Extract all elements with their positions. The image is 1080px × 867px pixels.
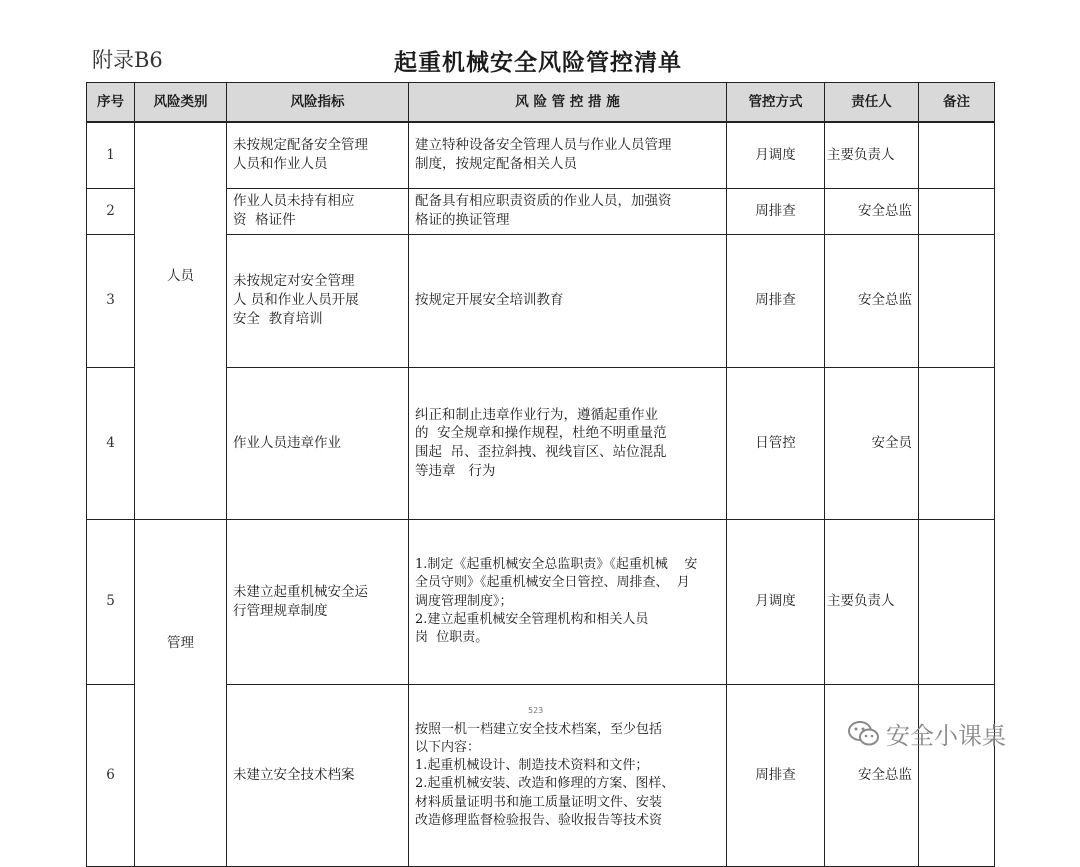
column-header-note: 备注 [919,83,995,123]
measure-line: 调度管理制度》； [415,593,513,609]
measures-cell [409,519,727,684]
indicator-cell [227,684,409,867]
measure-line: 等违章 行为 [415,463,496,480]
category-label: 人员 [167,268,194,285]
mode-cell: 月调度 [727,519,825,684]
indicator-cell [227,367,409,519]
indicator-line: 作业人员违章作业 [233,434,341,451]
indicator-line: 人员和作业人员 [233,156,328,173]
measure-line: 1.制定《起重机械安全总监职责》《起重机械 安 [415,557,698,573]
measures-cell [409,684,727,867]
mode-cell: 周排查 [727,188,825,234]
seq-cell: 1 [87,122,135,188]
indicator-line: 资 格证件 [233,212,296,228]
page-number: 523 [528,706,544,715]
seq-cell: 2 [87,188,135,234]
indicator-cell [227,519,409,684]
measure-line: 改造修理监督检验报告、验收报告等技术资 [415,812,663,828]
measure-line: 格证的换证管理 [415,212,510,228]
column-header-owner: 责任人 [825,83,919,123]
column-header-category: 风险类别 [135,83,227,123]
indicator-line: 人 员和作业人员开展 [233,292,359,309]
column-header-mode: 管控方式 [727,83,825,123]
measure-line: 材料质量证明书和施工质量证明文件、安装 [415,794,663,810]
owner-cell: 主要负责人 [825,519,919,684]
measure-line: 以下内容： [415,740,481,756]
note-cell [919,122,995,188]
watermark [848,716,1006,751]
note-cell [919,367,995,519]
indicator-line: 作业人员未持有相应 [233,193,355,210]
measure-line: 全员守则》《起重机械安全日管控、周排查、 月 [415,575,690,591]
measure-line: 2.起重机械安装、改造和修理的方案、图样、 [415,776,675,792]
owner-cell: 安全总监 [825,188,919,234]
measure-line: 配备具有相应职责资质的作业人员，加强资 [415,193,672,210]
measure-line: 岗 位职责。 [415,629,489,645]
mode-cell: 周排查 [727,684,825,867]
indicator-line: 安全 教育培训 [233,311,323,328]
measures-cell [409,122,727,188]
indicator-line: 未建立安全技术档案 [233,767,355,784]
measure-line: 按规定开展安全培训教育 [415,292,564,309]
indicator-line: 未按规定配备安全管理 [233,137,368,154]
seq-cell: 5 [87,519,135,684]
measures-cell [409,234,727,367]
owner-cell: 安全总监 [825,234,919,367]
category-cell-management [135,519,227,867]
seq-cell: 3 [87,234,135,367]
document-title-text: 起重机械安全风险管控清单 [394,49,682,76]
measure-line: 按照一机一档建立安全技术档案，至少包括 [415,721,663,737]
indicator-cell [227,234,409,367]
table-header-row [87,83,995,123]
note-cell [919,234,995,367]
measure-line: 围起 吊、歪拉斜拽、视线盲区、站位混乱 [415,444,667,461]
measures-cell [409,188,727,234]
owner-cell: 主要负责人 [825,122,919,188]
mode-cell: 周排查 [727,234,825,367]
note-cell [919,519,995,684]
mode-cell: 日管控 [727,367,825,519]
indicator-line: 未按规定对安全管理 [233,273,355,290]
measures-cell [409,367,727,519]
watermark-text: 安全小课桌 [886,722,1006,750]
document-title [0,44,1080,77]
appendix-label: 附录B6 [92,48,163,72]
category-label: 管理 [167,634,194,651]
note-cell [919,188,995,234]
measure-line: 的 安全规章和操作规程，杜绝不明重量范 [415,425,667,442]
measure-line: 纠正和制止违章作业行为，遵循起重作业 [415,406,658,423]
indicator-cell [227,188,409,234]
indicator-line: 行管理规章制度 [233,602,328,619]
category-cell-personnel [135,122,227,519]
measure-line: 1.起重机械设计、制造技术资料和文件； [415,758,649,774]
measure-line: 建立特种设备安全管理人员与作业人员管理 [415,137,672,154]
indicator-line: 未建立起重机械安全运 [233,583,368,600]
owner-cell: 安全总监 [825,684,919,867]
mode-cell: 月调度 [727,122,825,188]
owner-cell: 安全员 [825,367,919,519]
column-header-measures: 风 险 管 控 措 施 [409,83,727,123]
measure-line: 2.建立起重机械安全管理机构和相关人员 [415,611,649,627]
table-row [87,122,995,188]
note-cell [919,684,995,867]
indicator-cell [227,122,409,188]
seq-cell: 4 [87,367,135,519]
seq-cell: 6 [87,684,135,867]
measure-line: 制度，按规定配备相关人员 [415,156,577,173]
column-header-indicator: 风险指标 [227,83,409,123]
column-header-seq: 序号 [87,83,135,123]
wechat-icon [848,720,880,748]
table-row [87,519,995,684]
